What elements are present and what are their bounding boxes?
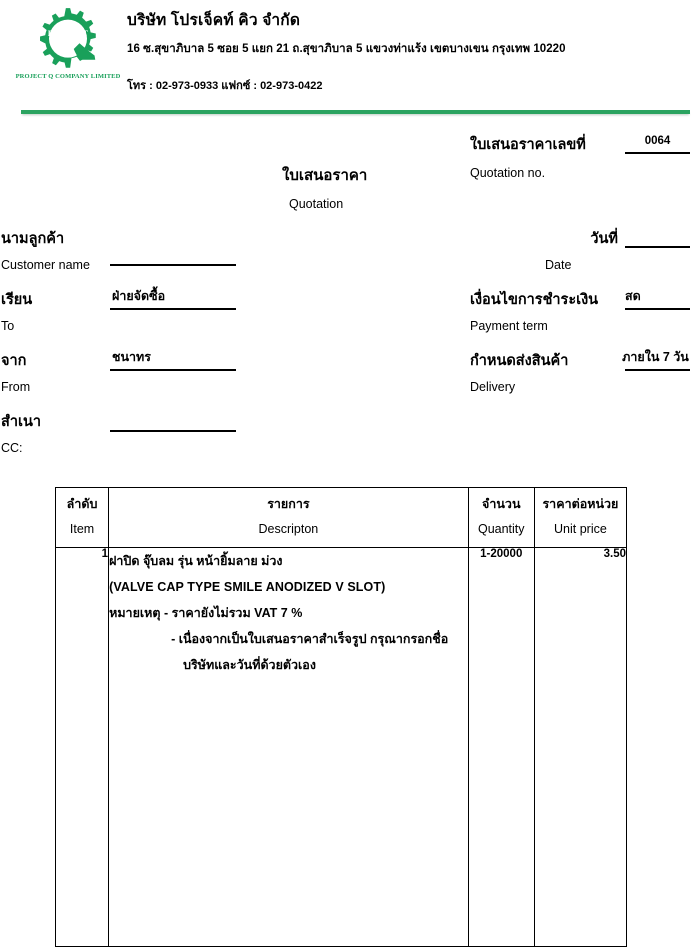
note-row xyxy=(109,600,468,626)
field-value-delivery[interactable]: ภายใน 7 วัน xyxy=(622,350,689,364)
field-label-from-thai: จาก xyxy=(1,353,27,369)
field-label-date-thai: วันที่ xyxy=(590,231,618,247)
note-line-3: บริษัทและวันที่ด้วยตัวเอง xyxy=(183,658,316,672)
field-underline-customer-name xyxy=(110,264,236,266)
column-header-quantity-thai: จำนวน xyxy=(482,496,521,511)
cell-quantity: 1-20000 xyxy=(468,548,534,947)
field-underline-date xyxy=(625,246,690,248)
description-line-english: (VALVE CAP TYPE SMILE ANODIZED V SLOT) xyxy=(109,580,386,594)
field-label-cc-english: CC: xyxy=(1,441,23,455)
cell-item-number: 1 xyxy=(56,548,109,947)
field-label-from-english: From xyxy=(1,380,31,394)
column-header-item-english: Item xyxy=(69,521,95,536)
company-logo xyxy=(14,6,122,80)
field-label-cc-thai: สำเนา xyxy=(1,414,42,430)
field-underline-to xyxy=(110,308,236,310)
field-label-to-thai: เรียน xyxy=(1,292,33,308)
field-underline-cc xyxy=(110,430,236,432)
table-row xyxy=(56,548,627,947)
column-header-description xyxy=(109,488,469,548)
field-label-to-english: To xyxy=(1,319,15,333)
field-value-from[interactable]: ชนาทร xyxy=(112,350,152,364)
column-header-unit-price-thai: ราคาต่อหน่วย xyxy=(542,496,619,511)
table-header-row xyxy=(56,488,627,548)
note-line-1: - ราคายังไม่รวม VAT 7 % xyxy=(164,606,303,620)
company-contact: โทร : 02-973-0933 แฟกซ์ : 02-973-0422 xyxy=(127,80,323,92)
column-header-description-english: Descripton xyxy=(258,521,319,536)
svg-text:PROJECT: PROJECT xyxy=(47,29,89,39)
field-label-date-english: Date xyxy=(545,258,572,272)
items-table xyxy=(55,487,627,947)
document-title-english: Quotation xyxy=(289,197,344,211)
column-header-quantity xyxy=(468,488,534,548)
quotation-no-value[interactable]: 0064 xyxy=(644,135,671,147)
header-divider xyxy=(21,110,690,114)
field-underline-delivery xyxy=(625,369,690,371)
column-header-unit-price xyxy=(534,488,626,548)
column-header-quantity-english: Quantity xyxy=(477,521,525,536)
column-header-item-thai: ลำดับ xyxy=(66,496,98,511)
field-label-customer-name-thai: นามลูกค้า xyxy=(1,231,65,247)
quotation-no-label-thai: ใบเสนอราคาเลขที่ xyxy=(470,137,586,153)
note-line-2: - เนื่องจากเป็นใบเสนอราคาสำเร็จรูป กรุณากรอกชื่อ xyxy=(171,632,449,646)
field-label-delivery-english: Delivery xyxy=(470,380,516,394)
field-label-customer-name-english: Customer name xyxy=(1,258,90,272)
field-label-payment-term-english: Payment term xyxy=(470,319,548,333)
field-value-to[interactable]: ฝ่ายจัดซื้อ xyxy=(112,289,166,303)
cell-description xyxy=(109,548,469,947)
project-q-gear-logo-icon xyxy=(31,6,105,72)
field-underline-from xyxy=(110,369,236,371)
letterhead xyxy=(0,0,697,104)
column-header-unit-price-english: Unit price xyxy=(554,521,607,536)
document-title-thai: ใบเสนอราคา xyxy=(282,167,368,184)
note-label: หมายเหตุ xyxy=(109,606,161,620)
cell-unit-price: 3.50 xyxy=(534,548,626,947)
field-underline-payment-term xyxy=(625,308,690,310)
logo-caption: PROJECT Q COMPANY LIMITED xyxy=(15,73,121,80)
field-value-payment-term[interactable]: สด xyxy=(625,289,641,303)
company-name: บริษัท โปรเจ็คท์ คิว จำกัด xyxy=(127,12,301,29)
quotation-no-underline xyxy=(625,152,690,154)
company-address: 16 ซ.สุขาภิบาล 5 ซอย 5 แยก 21 ถ.สุขาภิบาล 5 แขวงท่าแร้ง เขตบางเขน กรุงเทพ 10220 xyxy=(127,43,566,55)
field-label-delivery-thai: กำหนดส่งสินค้า xyxy=(470,353,569,369)
column-header-description-thai: รายการ xyxy=(267,496,310,511)
quotation-no-label-english: Quotation no. xyxy=(470,166,546,180)
field-label-payment-term-thai: เงื่อนไขการชำระเงิน xyxy=(470,292,599,308)
description-line-thai: ฝาปิด จุ๊บลม รุ่น หน้ายิ้มลาย ม่วง xyxy=(109,554,283,568)
column-header-item xyxy=(56,488,109,548)
